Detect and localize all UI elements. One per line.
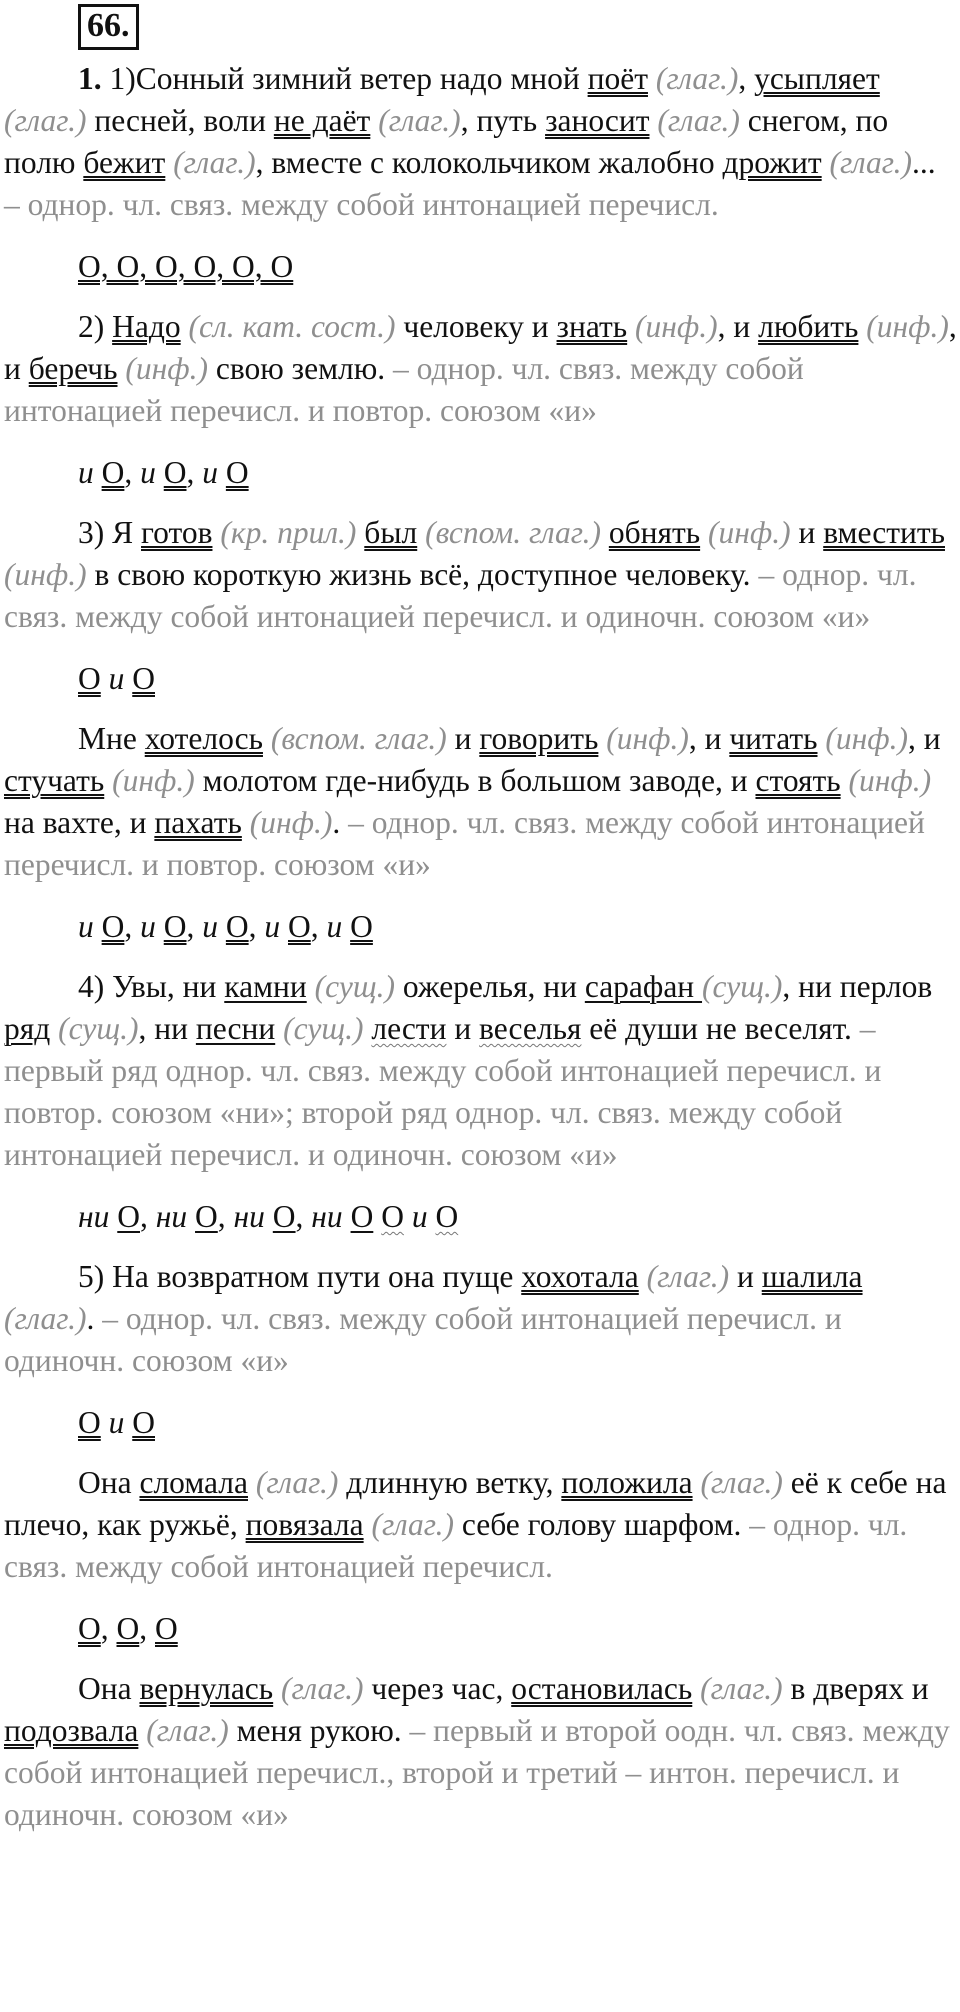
predicate: заносит — [545, 103, 650, 138]
sentence-5: 5) На возвратном пути она пуще хохотала (глаг.) и шалила (глаг.). – однор. чл. связ. между собой интонацией перечисл. и одиночн. союзом «и» — [4, 1259, 863, 1378]
predicate: любить — [758, 309, 859, 344]
part-of-speech-note: (инф.) — [4, 557, 87, 592]
predicate: вместить — [823, 515, 945, 550]
exercise-number: 66. — [78, 4, 139, 50]
grammar-comment: – однор. чл. связ. между собой интонацией перечисл. — [4, 1507, 908, 1584]
grammar-comment: – первый ряд однор. чл. связ. между собой интонацией перечисл. и повтор. союзом «ни»; второй ряд однор. чл. связ. между собой интонацией перечисл. и одиночн. союзом «и» — [4, 1011, 882, 1172]
predicate: стучать — [4, 763, 105, 798]
part-of-speech-note: (инф.) — [866, 309, 949, 344]
subject: песни — [195, 1011, 276, 1046]
attribute: лести — [371, 1011, 447, 1046]
part-of-speech-note: (глаг.) — [646, 1259, 730, 1294]
grammar-comment: – однор. чл. связ. между собой интонацией перечисл. и повтор. союзом «и» — [4, 805, 925, 882]
sentence-scheme: О и О — [78, 661, 155, 696]
part-of-speech-note: (сущ.) — [314, 969, 395, 1004]
part-of-speech-note: (инф.) — [707, 515, 791, 550]
predicate: дрожит — [722, 145, 822, 180]
sentence-scheme: ни О, ни О, ни О, ни О О и О — [78, 1199, 459, 1234]
predicate: подозвала — [4, 1713, 139, 1748]
part-of-speech-note: (глаг.) — [173, 145, 256, 180]
part-of-speech-note: (инф.) — [635, 309, 718, 344]
part-of-speech-note: (глаг.) — [4, 1301, 87, 1336]
grammar-comment: – однор. чл. связ. между собой интонацией перечисл. и повтор. союзом «и» — [4, 351, 804, 428]
part-of-speech-note: (глаг.) — [281, 1671, 364, 1706]
part-of-speech-note: (глаг.) — [829, 145, 913, 180]
predicate: сломала — [139, 1465, 248, 1500]
part-of-speech-note: (инф.) — [125, 351, 208, 386]
sentence-4: 4) Увы, ни камни (сущ.) ожерелья, ни сарафан (сущ.), ни перлов ряд (сущ.), ни песни (сущ.) лести и веселья её души не веселят. – первый ряд однор. чл. связ. между собой интонацией перечисл. и повтор. союзом «ни»; второй ряд однор. чл. связ. между собой интонацией перечисл. и одиночн. союзом «и» — [4, 969, 933, 1172]
grammar-comment: – первый и второй оодн. чл. связ. между собой интонацией перечисл., второй и третий – интон. перечисл. и одиночн. союзом «и» — [4, 1713, 950, 1832]
sentence-label: 2) — [78, 309, 113, 344]
part-of-speech-note: (инф.) — [606, 721, 689, 756]
predicate: был — [364, 515, 418, 550]
part-of-speech-note: (инф.) — [112, 763, 195, 798]
part-of-speech-note: (вспом. глаг.) — [425, 515, 601, 550]
part-of-speech-note: (глаг.) — [255, 1465, 339, 1500]
predicate: читать — [729, 721, 818, 756]
predicate: поёт — [587, 61, 648, 96]
predicate: вернулась — [139, 1671, 274, 1706]
predicate: бежит — [83, 145, 166, 180]
predicate: повязала — [245, 1507, 364, 1542]
part-of-speech-note: (глаг.) — [378, 103, 461, 138]
sentence-scheme: О, О, О, О, О, О — [78, 249, 294, 284]
part-of-speech-note: (глаг.) — [700, 1671, 783, 1706]
subject: камни — [224, 969, 307, 1004]
part-of-speech-note: (глаг.) — [657, 103, 740, 138]
task-number: 1. — [78, 61, 102, 96]
predicate: знать — [556, 309, 628, 344]
subject: ряд — [4, 1011, 51, 1046]
sentence-3b: Мне хотелось (вспом. глаг.) и говорить (инф.), и читать (инф.), и стучать (инф.) молотом где-нибудь в большом заводе, и стоять (инф.) на вахте, и пахать (инф.). – однор. чл. связ. между собой интонацией перечисл. и повтор. союзом «и» — [4, 721, 941, 882]
part-of-speech-note: (инф.) — [825, 721, 908, 756]
part-of-speech-note: (кр. прил.) — [220, 515, 357, 550]
predicate: хотелось — [144, 721, 263, 756]
part-of-speech-note: (сущ.) — [283, 1011, 364, 1046]
part-of-speech-note: (сущ.) — [702, 969, 783, 1004]
predicate: шалила — [761, 1259, 863, 1294]
predicate: говорить — [479, 721, 599, 756]
sentence-scheme: и О, и О, и О, и О, и О — [78, 909, 373, 944]
predicate: беречь — [28, 351, 118, 386]
predicate: усыпляет — [754, 61, 880, 96]
sentence-5c: Она вернулась (глаг.) через час, остановилась (глаг.) в дверях и подозвала (глаг.) меня рукою. – первый и второй оодн. чл. связ. между собой интонацией перечисл., второй и третий – интон. перечисл. и одиночн. союзом «и» — [4, 1671, 950, 1832]
sentence-scheme: О, О, О — [78, 1611, 178, 1646]
attribute: веселья — [479, 1011, 582, 1046]
sentence-label: 1) — [109, 61, 136, 96]
part-of-speech-note: (инф.) — [848, 763, 932, 798]
sentence-2: 2) Надо (сл. кат. сост.) человеку и знать (инф.), и любить (инф.), и беречь (инф.) свою землю. – однор. чл. связ. между собой интонацией перечисл. и повтор. союзом «и» — [4, 309, 957, 428]
grammar-comment: – однор. чл. связ. между собой интонацией перечисл. — [4, 187, 719, 222]
predicate: стоять — [755, 763, 841, 798]
sentence-3: 3) Я готов (кр. прил.) был (вспом. глаг.) обнять (инф.) и вместить (инф.) в свою короткую жизнь всё, доступное человеку. – однор. чл. связ. между собой интонацией перечисл. и одиночн. союзом «и» — [4, 515, 945, 634]
part-of-speech-note: (сущ.) — [58, 1011, 139, 1046]
subject: сарафан — [584, 969, 703, 1004]
predicate: Надо — [112, 309, 181, 344]
predicate: готов — [141, 515, 213, 550]
predicate: не даёт — [273, 103, 371, 138]
sentence-1: 1. 1)Сонный зимний ветер надо мной поёт (глаг.), усыпляет (глаг.) песней, воли не даёт (глаг.), путь заносит (глаг.) снегом, по полю бежит (глаг.), вместе с колокольчиком жалобно дрожит (глаг.)... – однор. чл. связ. между собой интонацией перечисл. — [4, 61, 936, 222]
sentence-scheme: О и О — [78, 1405, 155, 1440]
sentence-scheme: и О, и О, и О — [78, 455, 249, 490]
part-of-speech-note: (сл. кат. сост.) — [188, 309, 396, 344]
sentence-label: 3) — [78, 515, 113, 550]
part-of-speech-note: (глаг.) — [655, 61, 739, 96]
part-of-speech-note: (глаг.) — [4, 103, 87, 138]
predicate: хохотала — [521, 1259, 639, 1294]
predicate: положила — [561, 1465, 693, 1500]
part-of-speech-note: (глаг.) — [371, 1507, 454, 1542]
sentence-label: 4) — [78, 969, 113, 1004]
sentence-5b: Она сломала (глаг.) длинную ветку, положила (глаг.) её к себе на плечо, как ружьё, повязала (глаг.) себе голову шарфом. – однор. чл. связ. между собой интонацией перечисл. — [4, 1465, 947, 1584]
part-of-speech-note: (глаг.) — [700, 1465, 783, 1500]
part-of-speech-note: (инф.) — [249, 805, 333, 840]
grammar-comment: – однор. чл. связ. между собой интонацией перечисл. и одиночн. союзом «и» — [4, 557, 917, 634]
grammar-comment: – однор. чл. связ. между собой интонацией перечисл. и одиночн. союзом «и» — [4, 1301, 842, 1378]
part-of-speech-note: (вспом. глаг.) — [270, 721, 447, 756]
predicate: обнять — [608, 515, 701, 550]
predicate: остановилась — [511, 1671, 693, 1706]
sentence-label: 5) — [78, 1259, 113, 1294]
part-of-speech-note: (глаг.) — [146, 1713, 229, 1748]
predicate: пахать — [154, 805, 242, 840]
